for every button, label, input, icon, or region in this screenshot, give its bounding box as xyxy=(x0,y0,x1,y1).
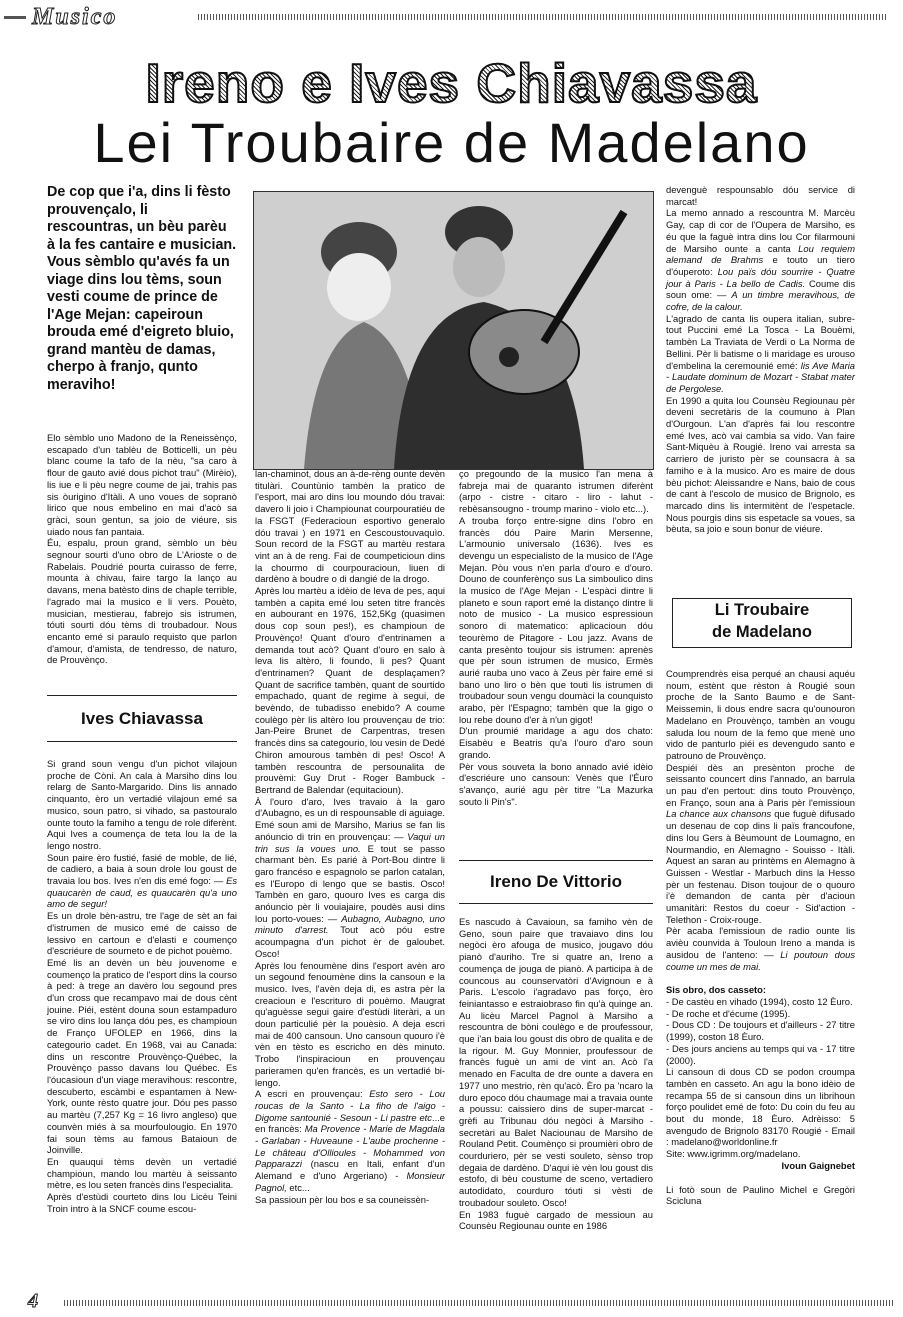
section-rule xyxy=(47,695,237,696)
works-item: - De roche et d'écume (1995). xyxy=(666,1007,791,1019)
photo-credit: Li fotò soun de Paulino Michel e Gregòri Scicluna xyxy=(666,1183,855,1207)
body-paragraph: En quauqui tèms devèn un vertadié champioun, mando lou martèu à seissanto mètre, es lou seten francès dins l'especialita. xyxy=(47,1155,237,1191)
body-paragraph: En 1983 fuguè cargado de messioun au Counsèu Regiounau ounte en 1986 xyxy=(459,1208,653,1232)
column-3-continued xyxy=(459,916,653,1232)
body-paragraph: Après lou fenoumène dins l'esport avèn aro un segound fenoumène dins la cansoun e la musico. Ives, l'avèn deja di, es astra pèr la creacioun e l'escrituro di pouèmo. Maugrat qu'aguèsse segui gaire d'estùdi literàri, a un doun particulié pèr la pouèsio. A deja escri mai de 400 cansoun. Uno cansoun quouro i'è vèn en tèsto es escricho en dès minuto. Trobo l'inspiracioun en prouvençau parieramen qu'en francès, es un vertadié bi-lengo. xyxy=(255,959,445,1088)
body-text: A escri en prouvençau: xyxy=(255,1088,363,1100)
body-paragraph xyxy=(255,1088,445,1193)
website-line: Site: www.igrimm.org/madelano. xyxy=(666,1148,801,1160)
intro-paragraph: Vous sèmblo qu'avés fa un viage dins lou tèms, soun vesti coume de prince de l'Age Mejan: capeiroun brouda emé d'eigreto bluio, grand mantèu de damas, cherpo à franjo, qunto meraviho! xyxy=(47,254,234,393)
header-rule-left xyxy=(4,16,26,19)
body-paragraph: D'un proumié maridage a agu dos chato: Eisabèu e Beatris qu'a l'ouro d'aro soun grando. xyxy=(459,725,653,760)
body-paragraph: Pèr vous souveta la bono annado avié idèio d'escriéure uno cansoun: Venès que l'Éuro s'avanço, aurié agu pèr titre "La Mazurka souto li Pin's". xyxy=(459,760,653,807)
body-paragraph: Éu, espalu, proun grand, sèmblo un bèu segnour sourti d'uno obro de L'Arioste o de Rabelais. Poudrié pourta cuirasso de ferre, mounta à chivau, faire targo la lanço au davans, mena batèsto dins de chaple terrible, l'agrado mai la musico e li vers. Pouèto, musician, mestierau, fabrejo sis istrumen, tóuti sourti dóu tèms di troubadour. Nous encanto emé si paraulo requisto que parlon d'amour, d'amista, de tendresso, de naturo, de Prouvènço. xyxy=(47,537,237,666)
boxed-heading xyxy=(672,598,852,648)
boxed-heading-line: de Madelano xyxy=(712,623,812,641)
body-text: L'agrado de canta lis oupera italian, subre-tout Puccini emé La Tosca - La Bouèmi, tambèn La Traviata de Verdi o La Norma de Bellini. Pèr li batisme o li maridage es urouso d'embelina la ceremounié emé: xyxy=(666,312,855,371)
quote-text: Aubagno, Aubagno, uno minuto d'arrest. xyxy=(255,912,446,936)
section-rule xyxy=(459,860,653,861)
body-paragraph xyxy=(666,207,855,312)
body-paragraph: A trouba forço entre-signe dins l'obro en francès dóu Paire Marin Mersenne, L'armounio universalo (1636). Ives es devengu un especialisto de la musico de l'Age Mejan. Pòu vous n'en parla d'ouro e d'ouro. Douno de counferènço sus La simboulico dins la musico de l'Age Mejan - L'espàci dintre li planeto e soun raport emé la distanço dintre li noto de musico - La musico espressioun sonoro di matematico: aplicacioun dóu teourèmo de Pitagore - Lou jazz. Avans de canta presènto toujour sis istrumen: aprenès que pèr soun istrumen de musico, Ermès aurié rauba uno vaco à Zeus pèr faire emé si bano uno liro o bèn que touti lis istrumen di troubadour soun vengu doumàci la counquisto arabo, pèr l'Espagno; tambèn que la gigo o lou rebe douno d'er à n'un gigot! xyxy=(459,514,653,725)
section-rubric: Musico xyxy=(32,4,118,30)
works-item: - De castèu en vihado (1994), costo 12 Èuro. xyxy=(666,995,853,1007)
body-text: Tout acò póu estre acoumpagna d'un pichot èr de galoubet. Osco! xyxy=(255,924,445,959)
works-item: - Dous CD : De toujours et d'ailleurs - 27 titre (1999), coston 18 Èuro. xyxy=(666,1019,855,1043)
body-text: etc... xyxy=(289,1181,310,1193)
body-text: À l'ouro d'aro, Ives travaio à la garo d'Aubagno, es un di respounsable di aguiage. Emé soun ami de Marsiho, Marius se fan lis anóuncio di trin en prouvençau: — xyxy=(255,795,445,842)
song-list: Monsieur Pagnol, xyxy=(255,1170,446,1193)
column-3 xyxy=(459,468,653,807)
work-title: Lou païs dóu sourrire - Quatre jour à Paris - La bello de Cadis. xyxy=(666,265,855,289)
section-heading-ives: Ives Chiavassa xyxy=(81,709,203,728)
column-4-continued xyxy=(666,668,855,1207)
body-paragraph: Coumprendrès eisa perqué an chausi aquéu noum, estènt que rèston à Rougié soun proche de la Santo Baumo e de Sant-Meissemin, li dous endre sacra qu'ounouron Madelano en Prouvènço, tambèn an vougu saluda lou noum de la femo que menè uno vido de panturlo piéi es devengudo santo e patrouno de Prouvènço. xyxy=(666,668,855,761)
quote-text: Li poutoun dous coume un mes de mai. xyxy=(666,948,856,972)
author-signature: Ivoun Gaignebet xyxy=(781,1159,855,1171)
body-text: (nascu en Itali, enfant d'un Alemand e d'uno Argeriano) - xyxy=(255,1158,445,1182)
body-text: La memo annado a rescountra M. Marcèu Gay, cap di cor de l'Oupera de Marsiho, es éu que la faguè intra dins lou Cor filarmouni de Marsiho ounte a canta xyxy=(666,207,855,254)
column-1-continued xyxy=(47,758,237,1214)
body-text: Soun paire èro fustié, fasié de moble, de lié, de cadiero, a baia à soun drole lou goust de travaia lou bos. Ives n'en dis emé fogo: — xyxy=(47,851,237,887)
body-paragraph: Après lou martèu a idèio de leva de pes, aqui tambèn a capita emé lou seten titre francès en aubourant en 1976, 152,5Kg (quasimen dous cop soun pes!), es champioun de Prouvènço! Quant d'ouro d'entrinamen a demanda tout acò? Quant d'ouro en salo à leva lis altèro, li foundo, li pes? Quant d'entrinamen? Quant de desplaçamen? Quant de sacrifice tambèn, quant de sourtido empachado, quant de regime à segui, de bevèndo, de tubadisso enebido? A coume coulègo pèr lis altèro lou prouvençau de trio: Jan-Peire Brunet de Carpentras, tresen francès dins sa categourio, lou vesin de Dedé Chiron amourous tambèn di pes! Osco! A tambèn rescountra de persounalita de prouvèmi: Guy Drut - Roger Bambuck - Bertrand de Balendar (equitacioun). xyxy=(255,585,445,795)
page-number: 4 xyxy=(28,1290,38,1312)
column-2 xyxy=(255,468,445,1205)
body-text: Pèr acaba l'emissioun de radio ounte lis avièu counvida à Touloun Ireno a manda is ausidou de l'anteno: — xyxy=(666,925,855,960)
section-heading-ireno: Ireno De Vittorio xyxy=(490,872,622,891)
header-rule xyxy=(198,14,888,20)
photo-troubadours xyxy=(253,191,654,470)
body-paragraph: Si grand soun vengu d'un pichot vilajoun proche de Còni. An cala à Marsiho dins lou relarg de Santo-Margarido. Dins lis annado cinquanto, èro un vertadié vilajoun emé sa musico, soun patro, si vihado, sa pastouralo ounte touto la famiho a tengu de role diferènt. Aqui Ives a coumença de teta lou la de la lengo nostro. xyxy=(47,758,237,851)
body-paragraph: Es nascudo à Cavaioun, sa famiho vèn de Geno, soun paire que travaiavo dins lou negòci èro afouga de musico, jougavo dóu pianò d'auriho. Tre si quatre an, Ireno a coumença de jouga de pianò. A participa à de councous au counservatòri d'Avignoun e à Paris. L'escolo i'agradavo pas forço, èro feiniantasso e estraiobraso fin qu'à quinge an. Au licèu Marcel Pagnol à Marsiho a rescountra de bòni coulègo e de proufessour, que i'an baia lou goust dis obro de qualita e de la rigour. M. Guy Monnier, proufessour de francès fuguè un ami de vint an. Acò l'a menado en Faculta de dre ounte a davera en 1977 uno mestrio, rèn qu'acò. Èro pa 'ncaro la duro epoco dóu chaumage mai a travaia ounte a poussu: caissiero dins de super-marcat - grèfi au Tribunau dóu negòci à Marsiho - secretàri au Balet Naciounau de Marsiho de Rouland Petit. Coumènço si proumièri obro de courduriero, pèr se vesti souleto, sènso trop degaia de dardèno. D'aqui iè vèn lou goust dis estofo, di bèu coustume de sceno, vertadiero autodidato, courduro tóuti si vèsti de troubadour souleto. Osco! xyxy=(459,916,653,1208)
work-title: Lou requiem alemand de Brahms xyxy=(666,242,855,266)
works-item: - Des jours anciens au temps qui va - 17 titre (2000). xyxy=(666,1042,855,1066)
works-heading: Sis obro, dos casseto: xyxy=(666,984,767,996)
quote-text: Es quaucarèn de caud, es quaucarèn qu'a uno amo de segur! xyxy=(47,875,238,910)
column-1 xyxy=(47,432,237,666)
song-list: Ma Provence - Marie de Magdala - Garlaban - Huveaune - L'aube prochenne - Le château d'Ollioules - Mohammed von Papparazzi xyxy=(255,1123,446,1170)
song-list: Esto sero - Lou roucas de la Santo - La fiho de l'aigo - Digome santounié - Sesoun - Li pastre etc xyxy=(255,1088,445,1123)
intro-paragraph: De cop que i'a, dins li fèsto prouvençalo, li rescountras, un bèu parèu à la fes cantaire e musician. xyxy=(47,184,237,253)
quote-text: Vaqui un trin sus la voues uno. xyxy=(255,830,445,854)
boxed-heading-line: Li Troubaire xyxy=(714,601,810,619)
footer-rule xyxy=(64,1300,894,1306)
body-text: que fuguè difusado un desenau de cop dins li païs francoufone, dins lou Gers à Bèumount de Loumagno, en Nourmandio, en Alemagno - Souisso - Itàli. Aquest an saran au printèms en Alemagno à Guissen - Westlar - Marbuch dins la Hesso pèr un festenau. Dison toujour de o quouro i'è demandon de canta pèr d'acioun umanitàri: Restos du coeur - Sid'action - Telethon - Croix-rouge. xyxy=(666,808,855,925)
quote-text: A un timbre meravihous, de cofre, de la calour. xyxy=(666,289,855,313)
body-paragraph: devenguè respounsablo dóu service di marcat! xyxy=(666,184,855,207)
photo-illustration xyxy=(254,192,653,469)
body-text: e touto un tiero d'óuperoto: xyxy=(666,254,855,277)
body-paragraph xyxy=(47,852,237,911)
body-paragraph: Après d'estùdi courteto dins lou Licèu Teini Troin intro à la SNCF coume escou- xyxy=(47,1191,237,1214)
section-rule xyxy=(47,741,237,742)
body-paragraph xyxy=(255,796,445,960)
body-paragraph: lan-chaminot, dous an à-de-rèng ounte devèn titulàri. Countùnio tambèn la pratico de l'esport, mai aro dins lou moundo dóu travai: davero li joio i Champiounat courpouratiéu de la FSGT (Federacioun esportivo generalo dóu travai ) en 1971 en Cescoustouvaquìo. Soun record de la FSGT au martèu restara vint an à de reng. Fai de coumpeticioun dins la chourmo di courpouracioun, liuen di dardèno à boudre o di dangié de la drogo. xyxy=(255,468,445,585)
body-paragraph: En 1990 a quita lou Counsèu Regiounau pèr deveni secretàris de la coumuno à Plan d'Ourgoun. L'an d'après fai lou rescontre emé Ives, acò vai cambia sa vido. Van faire Sant-Miquèu à Rougié. Ireno vai arresta sa carriero de juristo pèr se counsacra à sa famiho e à la musico. Aro es maire de dous bèu pichot: Aleissandre e Nans, baio de cous de cant à l'escolo de musico de Brignolo, es marcado dins lis intermitènt de l'espetacle. Nous pourgis dins sis espetacle sa voues, sa bèuta, sa joio e soun bonur de viéure. xyxy=(666,394,855,535)
body-paragraph: Sa passioun pèr lou bos e sa couneissèn- xyxy=(255,1193,430,1205)
body-paragraph: Li cansoun di dous CD se podon croumpa tambèn en casseto. An agu la bono idèio de recampa 55 de si cansoun dins un librihoun forço poulidet emé de foto: Du coin du feu au bout du monde, 18 Èuro. Adrèisso: 5 avengudo de Brignolo 83170 Rougié - Email : madelano@worldonline.fr xyxy=(666,1066,855,1148)
body-paragraph: Es un drole bèn-astru, tre l'age de sèt an fai d'istrumen de musico emé de caisso de lessivo en cartoun e d'elasti e coumenço d'escriéure de sourneto e de pichot pouèmo. xyxy=(47,910,237,957)
subheadline: Lei Troubaire de Madelano xyxy=(93,111,810,174)
intro-standfirst xyxy=(47,184,237,394)
body-paragraph xyxy=(666,762,855,926)
body-paragraph: Emé lis an devèn un bèu jouvenome e coumenço la pratico de l'esport dins la courso à ped: à trege an davèro lou segound pres d'un cross que recampavo mai de dous cènt jouine. Piéi, estènt douna soun estampaduro se viro dins lou lança dóu pes, es champioun de Franço UFOLEP en 1966, dins la categourio cadet. En 1968, vai au Canada: dins un rescontre Prouvènço-Québec, la Prouvènço passo davans lou Québec. Es l'óucasioun d'un viage meravihous: rescontre, descuberto, escàmbi e espantamen à New-York, ounte rèsto quatre jour. Dóu pes passo au martèu (7,257 Kg = 16 livro angleso) que counvèn miés à sa mourfoulougio. En 1970 fai soun tèms au famous Bataioun de Joinville. xyxy=(47,956,237,1156)
headline xyxy=(0,53,903,113)
body-text: E tout se passo charmant bèn. Es parié à Port-Bou dintre li garo francéso e espagnolo se parlon catalan, es l'Europo di lengo que se bastis. Osco! Tambèn en garo, quouro Ives es carga dis anóuncio pèr li vouiajaire, poudès ausi dins lou porto-voues: — xyxy=(255,842,446,924)
body-paragraph xyxy=(666,313,855,395)
headline-text: Ireno e Ives Chiavassa xyxy=(145,52,758,114)
body-paragraph: Elo sèmblo uno Madono de la Reneissènço, escapado d'un tablèu de Botticelli, un pèu blanc coume la tafo de la nèu, "sa caro à flour de gauto avié dous pichot trau" (Mirèio), lis iue e li pèu negre coume de jai, trahis pas sis òurigino d'Itàli. A uno voues de sopranò lirico que nous embelino en mai d'acò sa gràci, soun gentun, sa joio de viéure, sis uiado nous fan pantaia. xyxy=(47,432,237,537)
show-title: La chance aux chansons xyxy=(666,808,772,820)
section-rule xyxy=(459,903,653,904)
column-4 xyxy=(666,184,855,535)
body-text: Coume dis soun ome: — xyxy=(666,277,856,301)
body-text: Despiéi dès an presènton proche de seissanto councert dins l'annado, an barrula un pau d'en pertout: dins touto Prouvènço, en Franço, soun ana à Paris pèr l'emissioun xyxy=(666,761,855,808)
work-title: lis Ave Maria - Laudate dominum de Mozart - Stabat mater de Pergolese. xyxy=(666,359,855,394)
body-paragraph: ço pregoundo de la musico l'an mena à fabreja mai de quaranto istrumen diferènt (arpo - cistre - citaro - liro - lahut - rebèsansougno - troump marino - violo etc...). xyxy=(459,468,653,515)
body-paragraph xyxy=(666,925,855,972)
body-text: ...e en francès: xyxy=(255,1111,445,1135)
